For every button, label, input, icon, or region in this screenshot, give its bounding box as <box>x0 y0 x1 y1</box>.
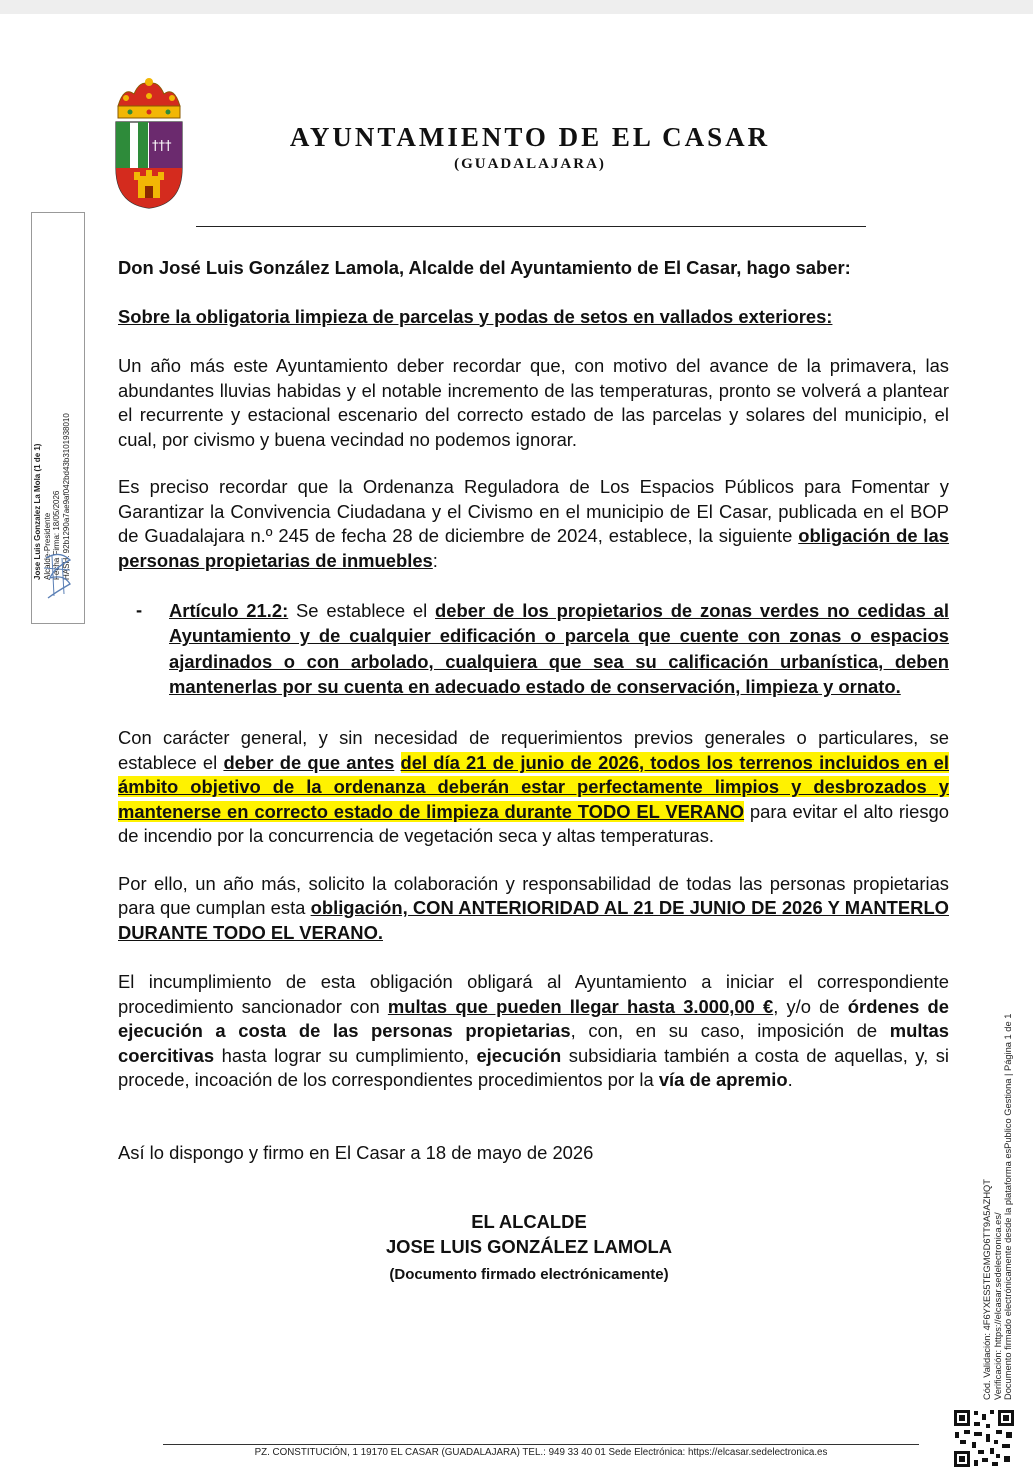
paragraph-3-c <box>394 752 400 773</box>
paragraph-5-k: . <box>787 1069 793 1091</box>
article-body: deber de los propietarios de zonas verdes no cedidas al Ayuntamiento y de cualquier edificación o parcela que cuente con zonas o espacios ajardinados o con arbolado, cualquiera que sea su calificación urbanística, deben mantenerlas por su cuenta en adecuado estado de conservación, limpieza y ornato. <box>169 600 949 697</box>
paragraph-5-g: hasta lograr su cumplimiento, <box>214 1044 477 1066</box>
coat-of-arms-logo <box>110 76 188 210</box>
qr-code-icon[interactable] <box>952 1408 1016 1469</box>
signature-hash: HASH: 92b1290a7ae9af042bd43b3101938010 <box>61 413 71 580</box>
footer-address: PZ. CONSTITUCIÓN, 1 19170 EL CASAR (GUADALAJARA) TEL.: 949 33 40 01 Sede Electrónica: https://elcasar.sedelectronica.es <box>254 1447 828 1458</box>
article-text <box>169 598 949 699</box>
paragraph-4-a: Por ello, un año más, solicito la colaboración y responsabilidad de todas las personas propietarias para que cumplan esta <box>118 872 949 919</box>
paragraph-3-b: deber de que antes <box>223 751 395 773</box>
subject-line: Sobre la obligatoria limpieza de parcelas y podas de setos en vallados exteriores: <box>118 305 833 327</box>
paragraph-3-e: para evitar el alto riesgo de incendio por la concurrencia de vegetación seca y altas temperaturas. <box>118 800 949 847</box>
footer-divider <box>163 1444 919 1445</box>
svg-text:†††: ††† <box>152 139 172 154</box>
highlighted-deadline: del día 21 de junio de 2026, todos los terrenos incluidos en el ámbito objetivo de la ordenanza deberán estar perfectamente limpios y desbrozados y mantenerse en correcto estado de limpieza durante TODO EL VERANO <box>118 751 950 822</box>
verification-url: Verificación: https://elcasar.sedelectronica.es/ <box>992 1212 1003 1400</box>
paragraph-5-d: órdenes de ejecución a costa de las personas propietarias <box>118 995 949 1042</box>
paragraph-5-i: subsidiaria también a costa de aquellas, y, si procede, incoación de los correspondientes procedimientos por la <box>118 1044 949 1091</box>
paragraph-4-b: obligación, CON ANTERIORIDAD AL 21 DE JUNIO DE 2026 Y MANTERLO DURANTE TODO EL VERANO. <box>118 897 949 943</box>
signer-name: Jose Luis Gonzalez La Mola (1 de 1) <box>33 443 42 580</box>
header-divider <box>196 226 866 227</box>
paragraph-3 <box>118 726 949 849</box>
signature-block <box>114 1210 944 1288</box>
document-body <box>118 256 949 1288</box>
signature-strip-text <box>33 320 71 580</box>
page-title: AYUNTAMIENTO DE EL CASAR <box>289 122 771 152</box>
top-margin-band <box>0 0 1033 14</box>
paragraph-1: Un año más este Ayuntamiento deber recordar que, con motivo del avance de la primavera, las abundantes lluvias habidas y el notable incremento de las temperaturas, pronto se volverá a plantear el recurrente y estacional escenario del correcto estado de las parcelas y solares del municipio, el cual, por civismo y buena vecindad no podemos ignorar. <box>118 355 949 450</box>
fines-amount: multas que pueden llegar hasta 3.000,00 € <box>387 995 774 1017</box>
paragraph-3-a: Con carácter general, y sin necesidad de requerimientos previos generales o particulares, se establece el <box>118 727 949 773</box>
article-intro: Se establece el <box>288 600 436 621</box>
paragraph-5-j: vía de apremio <box>658 1069 788 1091</box>
page-subtitle: (GUADALAJARA) <box>454 156 606 172</box>
validation-code: Cód. Validación: 4F6YXES5TEGMGD6TT9A5AZHQT <box>982 1179 992 1400</box>
paragraph-5-a: El incumplimiento de esta obligación obligará al Ayuntamiento a iniciar el correspondiente procedimiento sancionador con <box>118 971 949 1017</box>
paragraph-5-h: ejecución <box>476 1044 562 1066</box>
validation-strip <box>982 940 1014 1400</box>
article-label: Artículo 21.2: <box>169 600 289 621</box>
paragraph-5-c: , y/o de <box>773 995 848 1017</box>
signature-date: Fecha Firma: 18/05/2026 <box>52 490 61 580</box>
paragraph-2 <box>118 475 949 573</box>
platform-note: Documento firmado electrónicamente desde la plataforma esPublico Gestiona | Página 1 de 1 <box>1003 1013 1013 1400</box>
paragraph-4 <box>118 872 949 946</box>
signature-role: EL ALCALDE <box>471 1211 587 1233</box>
handwritten-signature <box>40 548 76 604</box>
intro-line: Don José Luis González Lamola, Alcalde del Ayuntamiento de El Casar, hago saber: <box>118 257 851 278</box>
paragraph-2-emphasis: obligación de las personas propietarias de inmuebles <box>118 525 950 571</box>
signature-name: JOSE LUIS GONZÁLEZ LAMOLA <box>385 1235 673 1257</box>
article-bullet <box>136 598 949 699</box>
closing-line: Así lo dispongo y firmo en El Casar a 18 de mayo de 2026 <box>118 1141 594 1163</box>
paragraph-5 <box>118 970 949 1093</box>
paragraph-5-f: multas coercitivas <box>118 1020 950 1066</box>
paragraph-2-text: Es preciso recordar que la Ordenanza Reguladora de Los Espacios Públicos para Fomentar y Garantizar la Convivencia Ciudadana y el Civismo en el municipio de El Casar, publicada en el BOP de Guadalajara n.º 245 de fecha 28 de diciembre de 2024, establece, la siguiente <box>118 476 949 546</box>
paragraph-2-end: : <box>432 549 438 571</box>
bullet-dash: - <box>136 599 143 620</box>
paragraph-5-e: , con, en su caso, imposición de <box>570 1020 890 1042</box>
signature-note: (Documento firmado electrónicamente) <box>389 1266 669 1284</box>
signer-role: Alcalde-Presidente <box>42 512 52 580</box>
